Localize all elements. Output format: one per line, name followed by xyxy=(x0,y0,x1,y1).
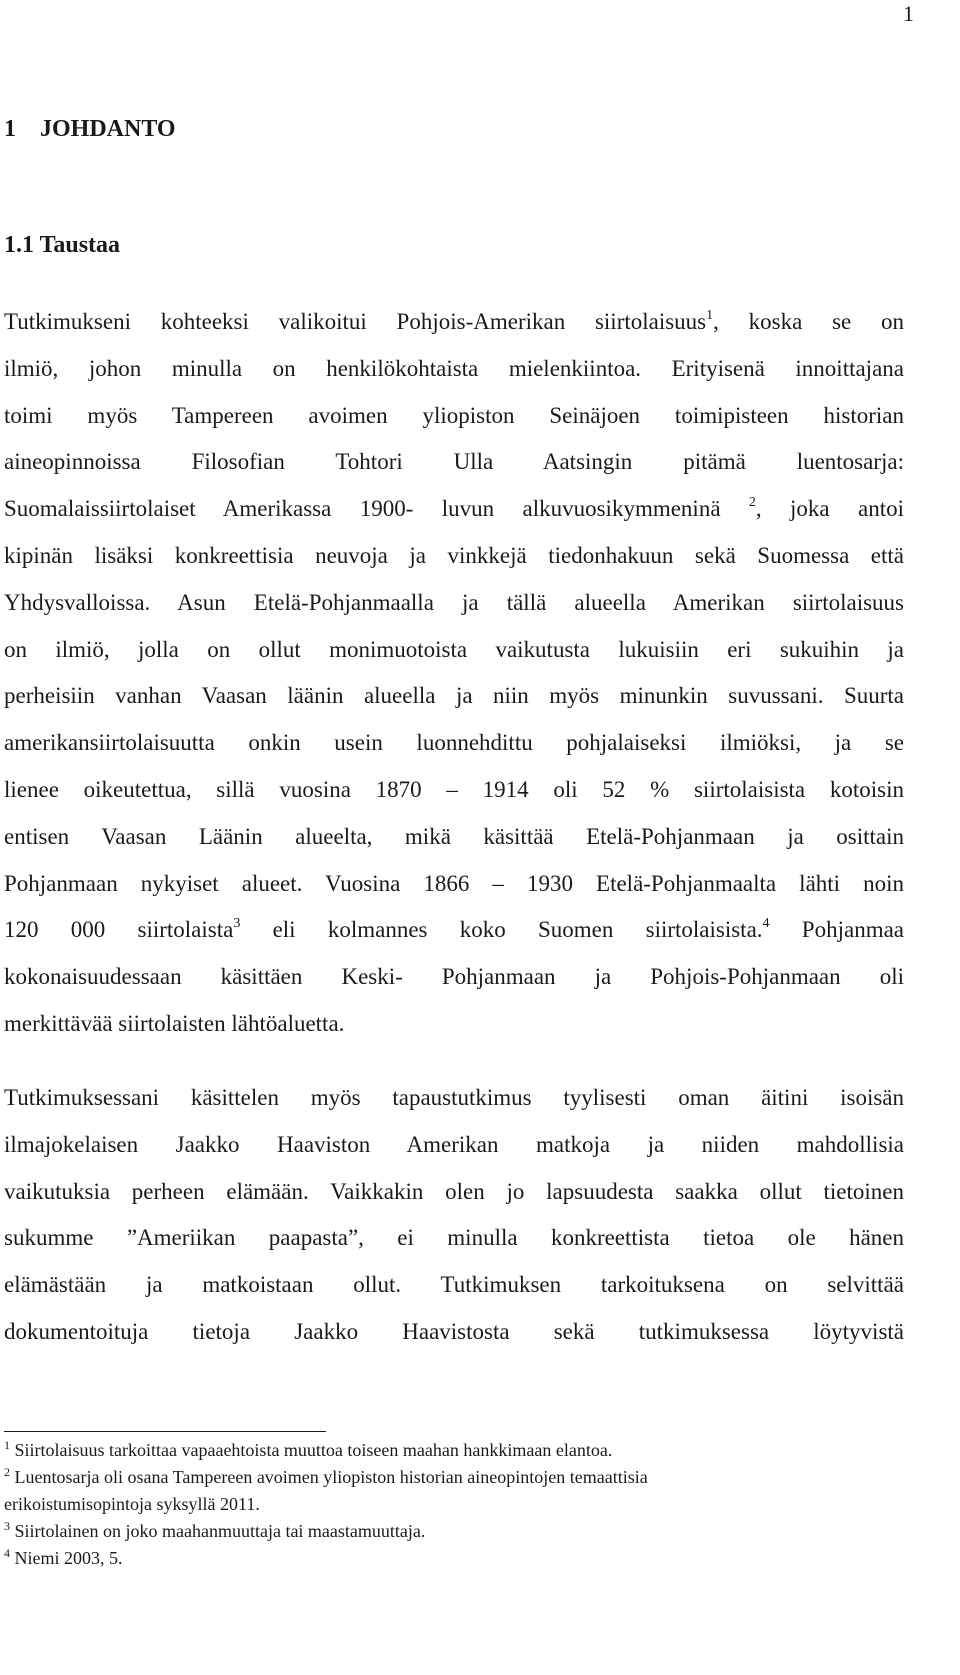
footnote-2-continued: erikoistumisopintoja syksyllä 2011. xyxy=(4,1494,260,1514)
footnote-divider xyxy=(4,1431,326,1432)
text-line: lienee oikeutettua, sillä vuosina 1870 – 1914 oli 52 % siirtolaisista kotoisin xyxy=(4,776,904,802)
section-heading: 1.1 Taustaa xyxy=(4,232,121,258)
chapter-title: JOHDANTO xyxy=(40,116,176,142)
text-line: ilmajokelaisen Jaakko Haaviston Amerikan matkoja ja niiden mahdollisia xyxy=(4,1131,904,1157)
footnote-3: $^3$ Siirtolainen on joko maahanmuuttaja tai maastamuuttaja. xyxy=(4,1519,426,1541)
text-line: toimi myös Tampereen avoimen yliopiston Seinäjoen toimipisteen historian xyxy=(4,402,904,428)
footnote-ref: 3 xyxy=(233,916,241,932)
text-line: amerikansiirtolaisuutta onkin usein luonnehdittu pohjalaiseksi ilmiöksi, ja se xyxy=(4,730,904,756)
text-line: perheisiin vanhan Vaasan läänin alueella ja niin myös minunkin suvussani. Suurta xyxy=(4,683,904,709)
text-line: Tutkimukseni kohteeksi valikoitui Pohjois-Amerikan siirtolaisuus$^1$, koska se on xyxy=(4,308,904,334)
footnotes xyxy=(4,1437,904,1572)
footnote-ref: 2 xyxy=(748,495,756,511)
text-line: vaikutuksia perheen elämään. Vaikkakin olen jo lapsuudesta saakka ollut tietoinen xyxy=(4,1178,904,1204)
text-line: Tutkimuksessani käsittelen myös tapaustutkimus tyylisesti oman äitini isoisän xyxy=(4,1085,904,1110)
text-line: entisen Vaasan Läänin alueelta, mikä käsittää Etelä-Pohjanmaan ja osittain xyxy=(4,823,904,849)
text-line: kokonaisuudessaan käsittäen Keski- Pohjanmaan ja Pohjois-Pohjanmaan oli xyxy=(4,964,904,990)
text-line: Pohjanmaan nykyiset alueet. Vuosina 1866 – 1930 Etelä-Pohjanmaalta lähti noin xyxy=(4,870,904,896)
text-line: on ilmiö, jolla on ollut monimuotoista vaikutusta lukuisiin eri sukuihin ja xyxy=(4,636,904,662)
chapter-heading xyxy=(4,114,176,144)
text-line: Yhdysvalloissa. Asun Etelä-Pohjanmaalla ja tällä alueella Amerikan siirtolaisuus xyxy=(4,589,904,615)
text-line: merkittävää siirtolaisten lähtöaluetta. xyxy=(4,1010,345,1036)
page-number: 1 xyxy=(903,1,914,26)
text-line: kipinän lisäksi konkreettisia neuvoja ja vinkkejä tiedonhakuun sekä Suomessa että xyxy=(4,542,904,568)
footnote-mark: 3 xyxy=(4,1519,10,1533)
text-line: elämästään ja matkoistaan ollut. Tutkimuksen tarkoituksena on selvittää xyxy=(4,1272,904,1298)
paragraph-case-study xyxy=(4,1075,904,1356)
footnote-mark: 1 xyxy=(4,1438,10,1452)
footnote-ref: 4 xyxy=(762,916,770,932)
footnote-4: $^4$ Niemi 2003, 5. xyxy=(4,1546,123,1568)
text-line: ilmiö, johon minulla on henkilökohtaista mielenkiintoa. Erityisenä innoittajana xyxy=(4,355,904,381)
text-line: dokumentoituja tietoja Jaakko Haavistosta sekä tutkimuksessa löytyvistä xyxy=(4,1318,904,1344)
footnote-ref: 1 xyxy=(706,308,714,323)
chapter-number: 1 xyxy=(4,116,16,142)
footnote-mark: 4 xyxy=(4,1546,10,1560)
text-line: Suomalaissiirtolaiset Amerikassa 1900- luvun alkuvuosikymmeninä $^2$, joka antoi xyxy=(4,495,904,522)
footnote-2: $^2$ Luentosarja oli osana Tampereen avoimen yliopiston historian aineopintojen temaattisia xyxy=(4,1465,648,1487)
text-line: 120 000 siirtolaista$^3$ eli kolmannes koko Suomen siirtolaisista.$^4$ Pohjanmaa xyxy=(4,916,904,943)
text-line: sukumme ”Ameriikan paapasta”, ei minulla konkreettista tietoa ole hänen xyxy=(4,1225,904,1251)
text-line: aineopinnoissa Filosofian Tohtori Ulla Aatsingin pitämä luentosarja: xyxy=(4,449,904,475)
footnote-1: $^1$ Siirtolaisuus tarkoittaa vapaaehtoista muuttoa toiseen maahan hankkimaan elantoa. xyxy=(4,1438,613,1460)
footnote-mark: 2 xyxy=(4,1465,10,1479)
paragraph-intro xyxy=(4,299,904,1048)
